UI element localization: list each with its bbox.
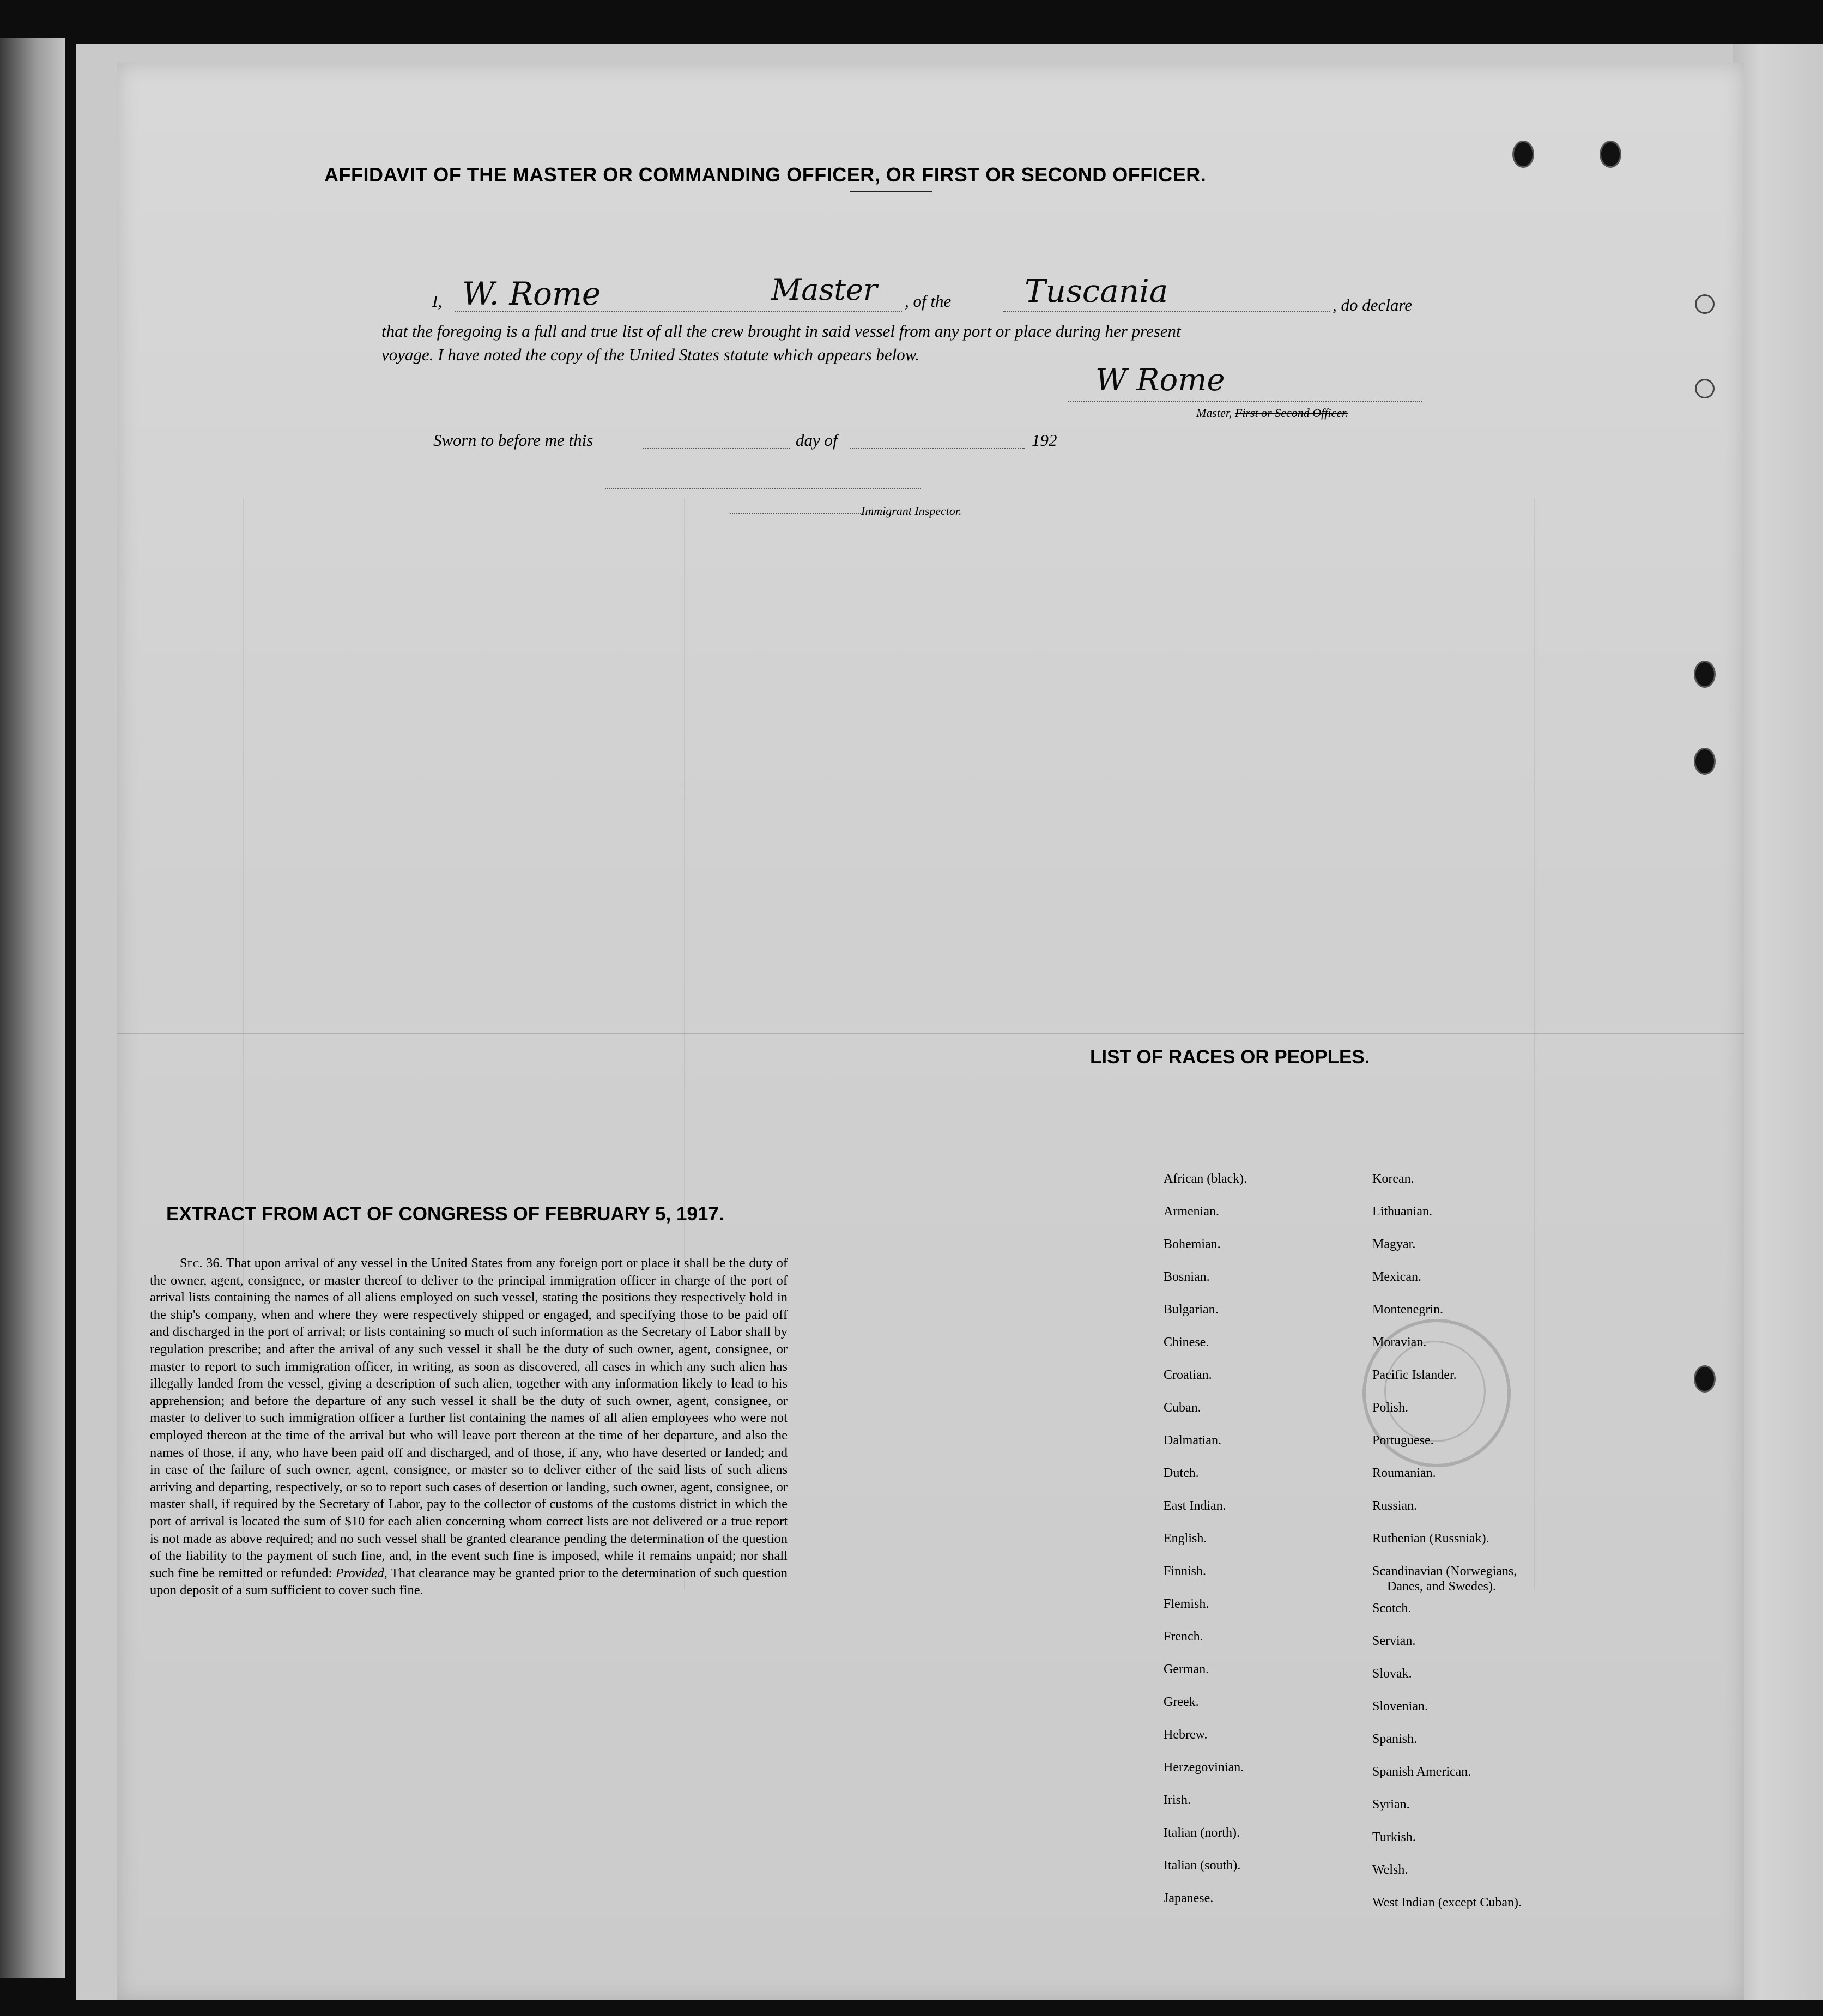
race-item: Bohemian.: [1164, 1237, 1221, 1251]
affidavit-heading: AFFIDAVIT OF THE MASTER OR COMMANDING OFFICER, OR FIRST OR SECOND OFFICER.: [324, 164, 1207, 186]
races-heading: LIST OF RACES OR PEOPLES.: [1090, 1046, 1370, 1068]
affidavit-prefix: I,: [432, 292, 443, 311]
race-item: Polish.: [1372, 1401, 1409, 1415]
bleed-rule: [1534, 499, 1535, 1589]
sworn-text: Sworn to before me this: [433, 431, 593, 450]
inspector-caption: Immigrant Inspector.: [861, 504, 962, 518]
adjacent-page-strip: [0, 38, 65, 1978]
race-item: Croatian.: [1164, 1368, 1212, 1382]
race-item: Spanish American.: [1372, 1765, 1471, 1779]
signature-caption-master: Master,: [1196, 406, 1232, 420]
affidavit-line-3: voyage. I have noted the copy of the United States statute which appears below.: [381, 345, 919, 364]
extract-text-part1: That upon arrival of any vessel in the United States from any foreign port or place it shall be the duty of the owner, agent, consignee, or master thereof to deliver to the principal immigration officer in charge of the port of arrival lists containing the names of all aliens employed on such vessel, stating the positions they respectively hold in the ship's company, when and where they were respectively shipped or engaged, and specifying those to be paid off and discharged in the port of arrival; or lists containing so much of such information as the Secretary of Labor shall by regulation prescribe; and after the arrival of any such vessel it shall be the duty of such owner, agent, consignee, or master to report to such immigration officer, in writing, as soon as discovered, all cases in which any such alien has illegally landed from the vessel, giving a description of such alien, together with any information likely to lead to his apprehension; and before the departure of any such vessel it shall be the duty of such owner, agent, consignee, or master to deliver to such immigration officer a further list containing the names of all alien employees who were not employed thereon at the time of the arrival but who will leave port thereon at the time of her departure, and also the names of those, if any, who have been paid off and discharged, and of those, if any, who have deserted or landed; and in case of the failure of such owner, agent, consignee, or master so to deliver either of the said lists of such aliens arriving and departing, respectively, or so to report such cases of desertion or landing, such owner, agent, consignee, or master shall, if required by the Secretary of Labor, pay to the collector of customs of the customs district in which the port of arrival is located the sum of $10 for each alien concerning whom correct lists are not delivered or a true report is not made as above required; and no such vessel shall be granted clearance pending the determination of the question of the liability to the payment of such fine, and, in the event such fine is imposed, while it remains unpaid; nor shall such fine be remitted or refunded:: [150, 1256, 788, 1581]
race-item: Korean.: [1372, 1172, 1414, 1186]
race-item: Scotch.: [1372, 1601, 1412, 1615]
page-fold: [117, 1033, 1744, 1034]
race-item: African (black).: [1164, 1172, 1247, 1186]
binder-hole: [1694, 1365, 1716, 1393]
race-item: Ruthenian (Russniak).: [1372, 1531, 1489, 1546]
binder-ring: [1695, 294, 1715, 314]
race-item: Italian (north).: [1164, 1826, 1240, 1840]
right-page-edge: [1733, 44, 1823, 2000]
race-item: Magyar.: [1372, 1237, 1416, 1251]
signature-caption: [1196, 406, 1348, 420]
race-item: Montenegrin.: [1372, 1303, 1443, 1317]
race-item: Finnish.: [1164, 1564, 1207, 1578]
binder-hole: [1694, 661, 1716, 688]
race-item: Roumanian.: [1372, 1466, 1436, 1480]
race-item: Dutch.: [1164, 1466, 1199, 1480]
race-item: Moravian.: [1372, 1335, 1427, 1349]
of-the-text: , of the: [905, 292, 952, 311]
sworn-day-line: [643, 448, 790, 449]
binder-hole: [1694, 748, 1716, 775]
document-page: [117, 63, 1744, 2000]
race-item: Chinese.: [1164, 1335, 1209, 1349]
binder-hole: [1600, 141, 1621, 168]
race-item: Portuguese.: [1372, 1433, 1434, 1448]
race-item: Spanish.: [1372, 1732, 1418, 1746]
day-of-text: day of: [796, 431, 838, 450]
race-item: Lithuanian.: [1372, 1204, 1432, 1219]
race-item: Danes, and Swedes).: [1387, 1579, 1496, 1594]
handwritten-signature: W Rome: [1095, 362, 1225, 398]
race-item: Irish.: [1164, 1793, 1191, 1807]
signature-caption-struck: First or Second Officer.: [1234, 406, 1348, 420]
binder-hole: [1512, 141, 1534, 168]
race-item: Bosnian.: [1164, 1270, 1210, 1284]
handwritten-vessel: Tuscania: [1025, 273, 1168, 310]
race-item: German.: [1164, 1662, 1209, 1676]
race-item: Welsh.: [1372, 1863, 1408, 1877]
seal-impression-inner: [1384, 1341, 1486, 1442]
signature-line: [1068, 401, 1422, 402]
race-item: Syrian.: [1372, 1797, 1410, 1812]
extract-text-part2: That clearance may be granted prior to the determination of such question upon deposit of a sum sufficient to cover such fine.: [150, 1565, 788, 1598]
heading-rule: [850, 191, 932, 192]
extract-body: [150, 1255, 788, 1599]
race-item: West Indian (except Cuban).: [1372, 1896, 1522, 1910]
race-item: Flemish.: [1164, 1597, 1209, 1611]
inspector-signature-line: [605, 488, 921, 489]
race-item: Greek.: [1164, 1695, 1199, 1709]
race-item: Japanese.: [1164, 1891, 1214, 1905]
race-item: Scandinavian (Norwegians,: [1372, 1564, 1517, 1578]
inspector-line: [730, 513, 861, 514]
race-item: Italian (south).: [1164, 1858, 1241, 1873]
race-item: Cuban.: [1164, 1401, 1201, 1415]
race-item: Armenian.: [1164, 1204, 1219, 1219]
race-item: Mexican.: [1372, 1270, 1421, 1284]
affidavit-line-2: that the foregoing is a full and true list of all the crew brought in said vessel from any port or place during her present: [381, 322, 1181, 341]
binder-ring: [1695, 379, 1715, 398]
race-item: Hebrew.: [1164, 1728, 1208, 1742]
race-item: Bulgarian.: [1164, 1303, 1219, 1317]
year-text: 192: [1032, 431, 1057, 450]
race-item: English.: [1164, 1531, 1207, 1546]
do-declare-text: , do declare: [1333, 295, 1413, 314]
race-item: Servian.: [1372, 1634, 1416, 1648]
sworn-month-line: [850, 448, 1025, 449]
provided-word: Provided,: [335, 1565, 387, 1581]
race-item: Slovak.: [1372, 1667, 1412, 1681]
race-item: East Indian.: [1164, 1499, 1226, 1513]
handwritten-rank: Master: [771, 273, 877, 307]
race-item: Turkish.: [1372, 1830, 1416, 1844]
race-item: French.: [1164, 1630, 1203, 1644]
race-item: Slovenian.: [1372, 1699, 1428, 1714]
handwritten-name: W. Rome: [462, 275, 601, 312]
race-item: Dalmatian.: [1164, 1433, 1221, 1448]
section-label: Sec. 36.: [180, 1256, 223, 1270]
vessel-line: [1003, 311, 1330, 312]
race-item: Herzegovinian.: [1164, 1760, 1244, 1775]
race-item: Russian.: [1372, 1499, 1418, 1513]
extract-heading: EXTRACT FROM ACT OF CONGRESS OF FEBRUARY 5, 1917.: [166, 1203, 724, 1225]
race-item: Pacific Islander.: [1372, 1368, 1457, 1382]
